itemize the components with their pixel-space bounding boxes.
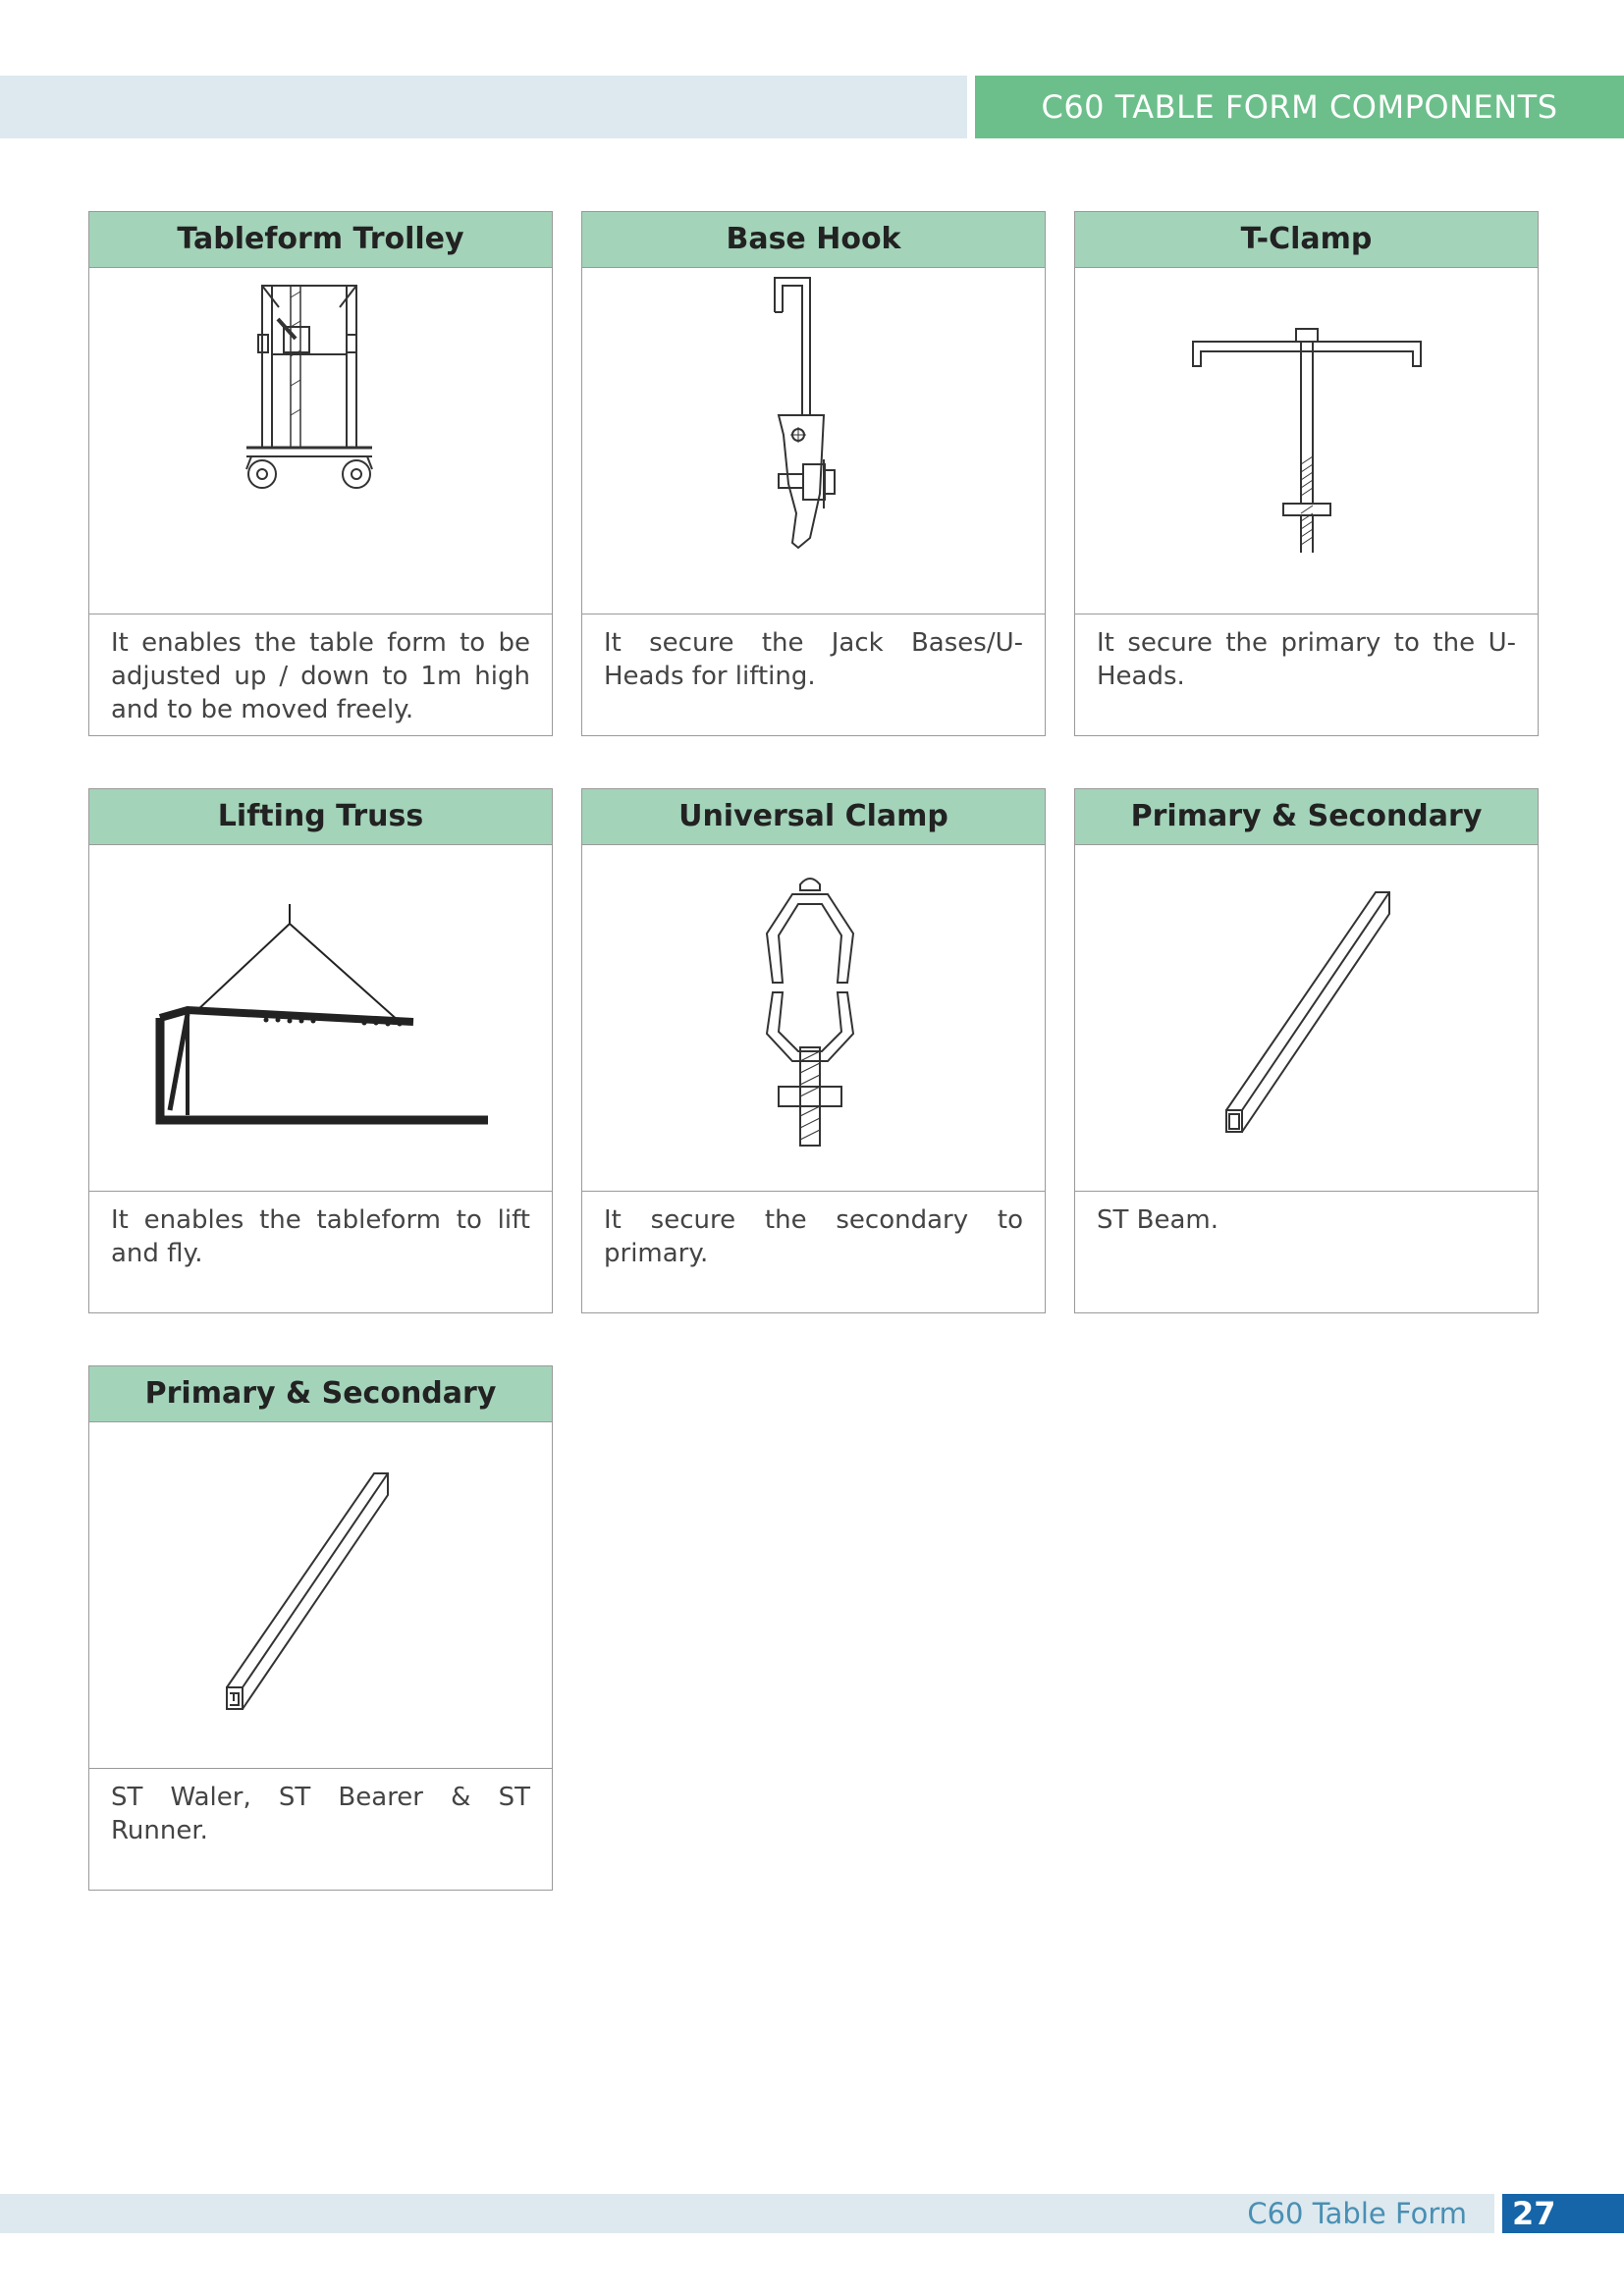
- universal-clamp-illustration: [582, 845, 1045, 1192]
- component-card-st-waler: [88, 1365, 553, 1891]
- component-card-base-hook: [581, 211, 1046, 736]
- card-title: Universal Clamp: [582, 789, 1045, 845]
- card-description: ST Beam.: [1097, 1205, 1219, 1235]
- card-description: ST Waler, ST Bearer & ST Runner.: [111, 1783, 530, 1845]
- card-title: Base Hook: [582, 212, 1045, 268]
- component-card-st-beam: [1074, 788, 1539, 1313]
- component-card-lifting-truss: [88, 788, 553, 1313]
- card-title: Primary & Secondary: [89, 1366, 552, 1422]
- card-description: It enables the tableform to lift and fly.: [111, 1205, 530, 1268]
- card-title: T-Clamp: [1075, 212, 1538, 268]
- lifting-truss-illustration: [89, 845, 552, 1192]
- card-description: It secure the Jack Bases/U-Heads for lifting.: [604, 628, 1023, 691]
- component-card-universal-clamp: [581, 788, 1046, 1313]
- st-waler-illustration: [89, 1422, 552, 1769]
- base-hook-illustration: [582, 268, 1045, 614]
- tableform-trolley-illustration: [89, 268, 552, 614]
- page-number: 27: [1502, 2194, 1624, 2233]
- component-card-tableform-trolley: [88, 211, 553, 736]
- st-beam-illustration: [1075, 845, 1538, 1192]
- card-description: It secure the secondary to primary.: [604, 1205, 1023, 1268]
- page-title: C60 TABLE FORM COMPONENTS: [975, 76, 1624, 138]
- card-description: It enables the table form to be adjusted up / down to 1m high and to be moved freely.: [111, 628, 530, 724]
- card-title: Primary & Secondary: [1075, 789, 1538, 845]
- card-description: It secure the primary to the U-Heads.: [1097, 628, 1516, 691]
- t-clamp-illustration: [1075, 268, 1538, 614]
- card-title: Tableform Trolley: [89, 212, 552, 268]
- component-card-t-clamp: [1074, 211, 1539, 736]
- header-band: [0, 76, 967, 138]
- card-title: Lifting Truss: [89, 789, 552, 845]
- footer-title: C60 Table Form: [1247, 2197, 1467, 2230]
